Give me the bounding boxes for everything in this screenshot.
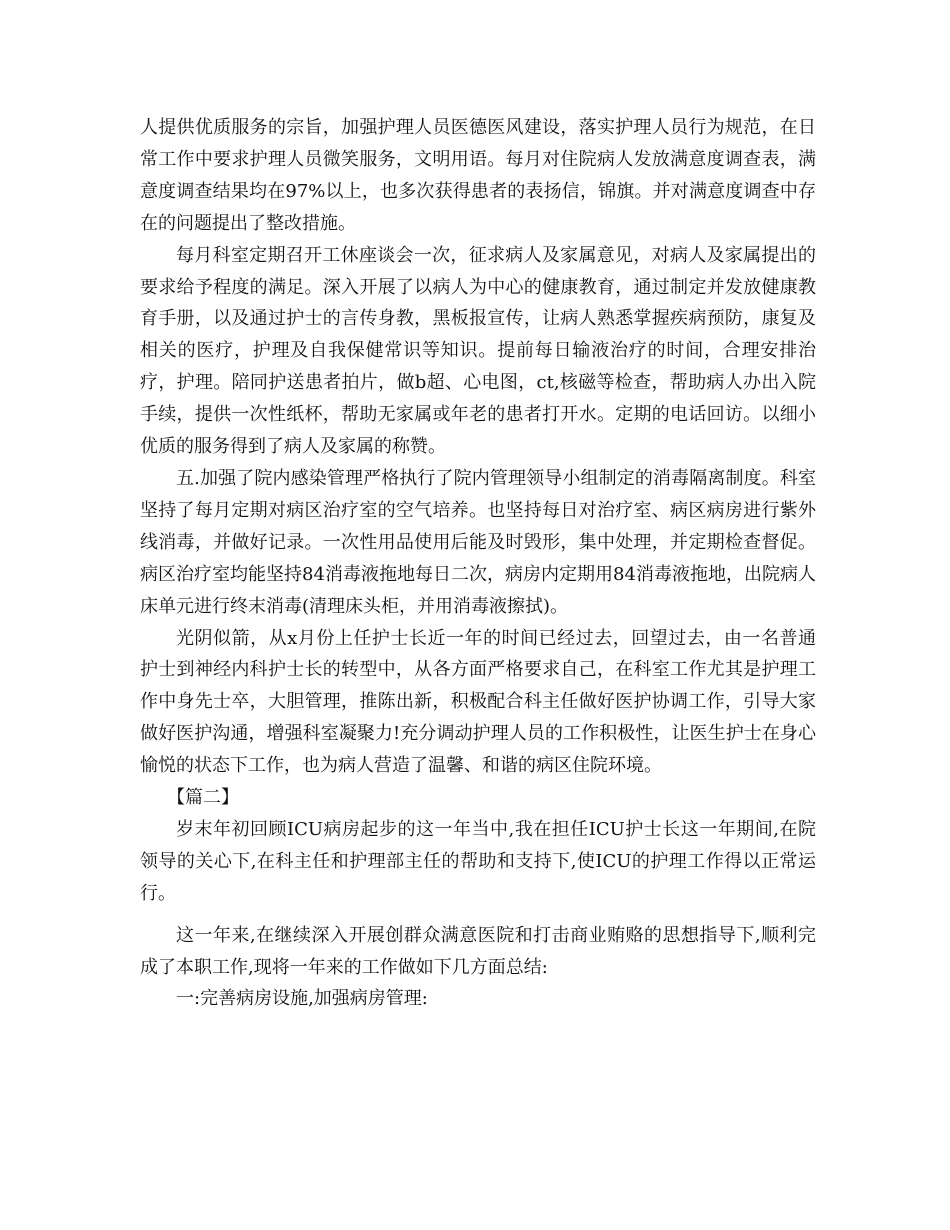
paragraph-service-purpose: 人提供优质服务的宗旨，加强护理人员医德医风建设，落实护理人员行为规范，在日常工作中要求护理人员微笑服务，文明用语。每月对住院病人发放满意度调查表，满意度调查结果均在97%以上，也多次获得患者的表扬信，锦旗。并对满意度调查中存在的问题提出了整改措施。 bbox=[140, 117, 816, 234]
section-heading-part-two: 【篇二】 bbox=[167, 787, 239, 809]
paragraph-year-review: 光阴似箭，从x月份上任护士长近一年的时间已经过去，回望过去，由一名普通护士到神经内科护士长的转型中，从各方面严格要求自己，在科室工作尤其是护理工作中身先士卒，大胆管理，推陈出新，积极配合科主任做好医护协调工作，引导大家做好医护沟通，增强科室凝聚力!充分调动护理人员的工作积极性，让医生护士在身心愉悦的状态下工作，也为病人营造了温馨、和谐的病区住院环境。 bbox=[140, 627, 816, 777]
paragraph-year-summary: 这一年来,在继续深入开展创群众满意医院和打击商业贿赂的思想指导下,顺利完成了本职工作,现将一年来的工作做如下几方面总结: bbox=[140, 924, 816, 978]
paragraph-ward-management: 一:完善病房设施,加强病房管理: bbox=[176, 988, 428, 1010]
paragraph-infection-control: 五.加强了院内感染管理严格执行了院内管理领导小组制定的消毒隔离制度。科室坚持了每月定期对病区治疗室的空气培养。也坚持每日对治疗室、病区病房进行紫外线消毒，并做好记录。一次性用品使用后能及时毁形，集中处理，并定期检查督促。病区治疗室均能坚持84消毒液拖地每日二次，病房内定期用84消毒液拖地，出院病人床单元进行终末消毒(清理床头柜，并用消毒液擦拭)。 bbox=[140, 467, 816, 617]
paragraph-icu-intro: 岁末年初回顾ICU病房起步的这一年当中,我在担任ICU护士长这一年期间,在院领导的关心下,在科主任和护理部主任的帮助和支持下,使ICU的护理工作得以正常运行。 bbox=[140, 818, 816, 904]
paragraph-patient-symposium: 每月科室定期召开工休座谈会一次，征求病人及家属意见，对病人及家属提出的要求给予程度的满足。深入开展了以病人为中心的健康教育，通过制定并发放健康教育手册，以及通过护士的言传身教，黑板报宣传，让病人熟悉掌握疾病预防，康复及相关的医疗，护理及自我保健常识等知识。提前每日输液治疗的时间，合理安排治疗，护理。陪同护送患者拍片，做b超、心电图，ct,核磁等检查，帮助病人办出入院手续，提供一次性纸杯，帮助无家属或年老的患者打开水。定期的电话回访。以细小优质的服务得到了病人及家属的称赞。 bbox=[140, 244, 816, 458]
document-page bbox=[140, 112, 816, 1015]
